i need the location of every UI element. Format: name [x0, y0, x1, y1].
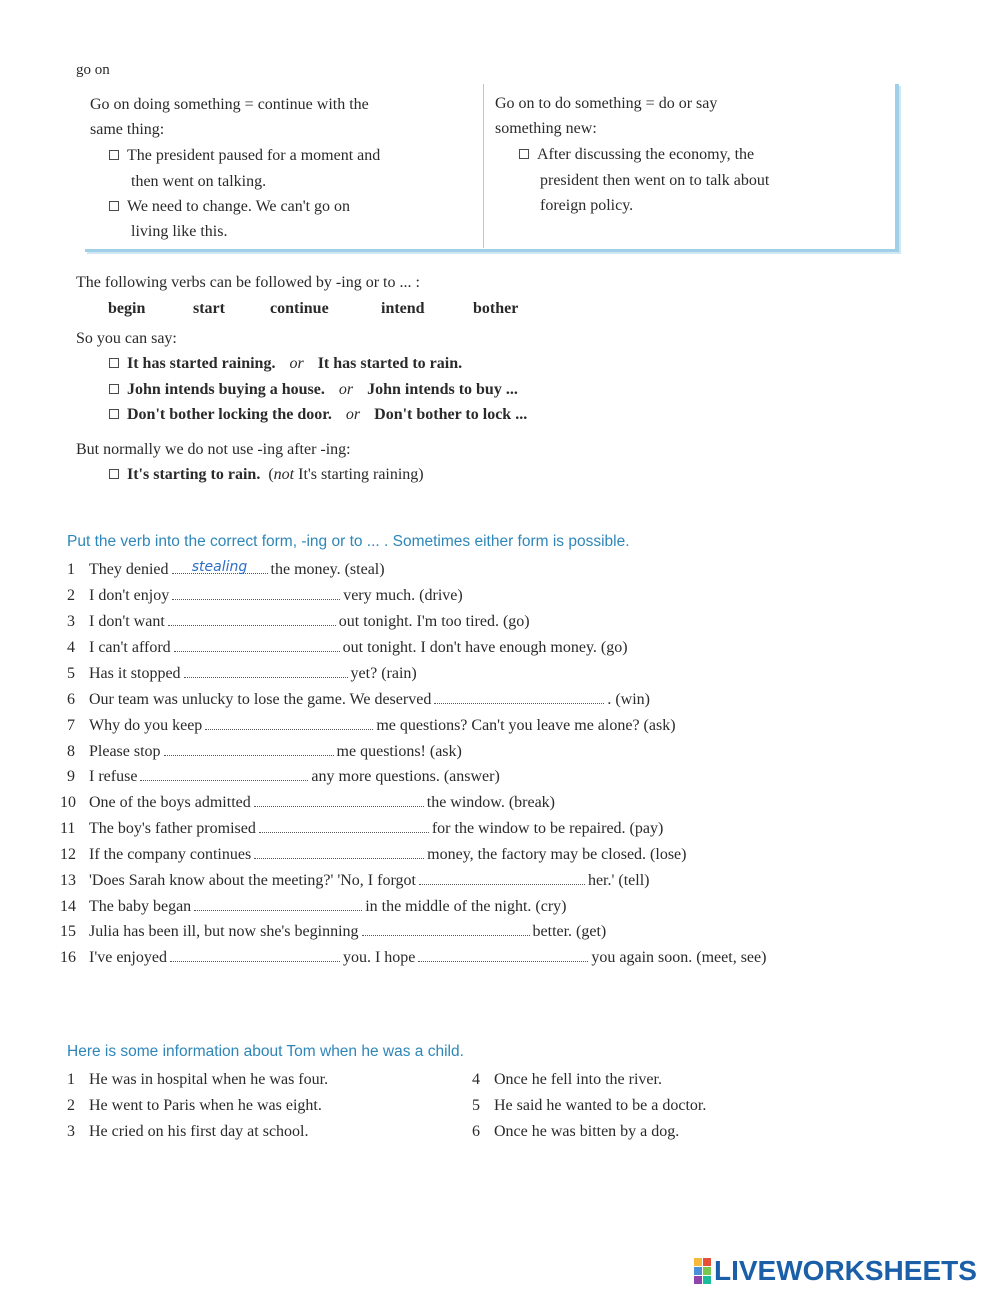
answer-input-10[interactable] [254, 794, 424, 807]
say-example-1: It has started raining. or It has started to rain. [109, 355, 462, 373]
exercise-item-2: 2 I don't enjoy very much. (drive) [67, 587, 463, 604]
checkbox-icon [109, 150, 119, 160]
box-right-intro-a: Go on to do something = do or say [495, 95, 718, 112]
checkbox-icon [109, 358, 119, 368]
answer-input-9[interactable] [140, 768, 308, 781]
exercise1-instruction: Put the verb into the correct form, -ing or to ... . Sometimes either form is possible. [67, 533, 630, 550]
verb-begin: begin [108, 300, 146, 317]
answer-input-8[interactable] [164, 743, 334, 756]
checkbox-icon [109, 201, 119, 211]
exercise-item-7: 7 Why do you keep me questions? Can't you leave me alone? (ask) [67, 717, 676, 734]
box-right-intro-b: something new: [495, 120, 597, 137]
exercise-item-13: 13 'Does Sarah know about the meeting?' 'No, I forgot her.' (tell) [60, 872, 650, 889]
answer-input-16b[interactable] [418, 949, 588, 962]
box-right-example-1: After discussing the economy, the [519, 146, 754, 164]
exercise-item-5: 5 Has it stopped yet? (rain) [67, 665, 417, 682]
box-right-example-1-cont: president then went on to talk about [540, 172, 770, 189]
exercise-item-11: 11 The boy's father promised for the window to be repaired. (pay) [60, 820, 664, 837]
checkbox-icon [109, 469, 119, 479]
checkbox-icon [109, 384, 119, 394]
exercise2-instruction: Here is some information about Tom when he was a child. [67, 1043, 464, 1060]
section-title: go on [76, 62, 110, 78]
answer-input-15[interactable] [362, 923, 530, 936]
answer-input-13[interactable] [419, 872, 585, 885]
tom-fact-4: 4 Once he fell into the river. [472, 1071, 662, 1088]
answer-input-12[interactable] [254, 846, 424, 859]
exercise-item-15: 15 Julia has been ill, but now she's beginning better. (get) [60, 923, 607, 940]
tom-fact-2: 2 He went to Paris when he was eight. [67, 1097, 322, 1114]
liveworksheets-logo [694, 1255, 977, 1287]
checkbox-icon [109, 409, 119, 419]
box-left-example-1: The president paused for a moment and [109, 147, 380, 165]
exercise-item-4: 4 I can't afford out tonight. I don't have enough money. (go) [67, 639, 628, 656]
exercise-item-14: 14 The baby began in the middle of the night. (cry) [60, 898, 567, 915]
verb-continue: continue [270, 300, 329, 317]
answer-input-14[interactable] [194, 898, 362, 911]
box-left-example-1-cont: then went on talking. [131, 173, 267, 190]
answer-input-7[interactable] [205, 717, 373, 730]
normally-example: It's starting to rain. (not It's starting raining) [109, 466, 424, 484]
tom-fact-6: 6 Once he was bitten by a dog. [472, 1123, 680, 1140]
box-divider [483, 84, 484, 248]
tom-fact-1: 1 He was in hospital when he was four. [67, 1071, 329, 1088]
so-you-can-say: So you can say: [76, 330, 177, 347]
verb-bother: bother [473, 300, 519, 317]
answer-input-3[interactable] [168, 613, 336, 626]
but-normally: But normally we do not use -ing after -ing: [76, 441, 351, 458]
answer-input-5[interactable] [184, 665, 348, 678]
verb-intend: intend [381, 300, 425, 317]
answer-input-1[interactable]: stealing [172, 561, 268, 574]
answer-input-2[interactable] [172, 587, 340, 600]
verb-start: start [193, 300, 225, 317]
box-left-intro-b: same thing: [90, 121, 165, 138]
tom-fact-5: 5 He said he wanted to be a doctor. [472, 1097, 707, 1114]
answer-input-6[interactable] [434, 691, 604, 704]
exercise-item-16: 16 I've enjoyed you. I hope you again soon. (meet, see) [60, 949, 767, 966]
box-left-intro-a: Go on doing something = continue with the [90, 96, 369, 113]
logo-text: LIVEWORKSHEETS [714, 1255, 977, 1286]
exercise-item-6: 6 Our team was unlucky to lose the game. We deserved . (win) [67, 691, 650, 708]
verbs-intro: The following verbs can be followed by -ing or to ... : [76, 274, 420, 291]
box-right-example-1-cont2: foreign policy. [540, 197, 634, 214]
answer-input-11[interactable] [259, 820, 429, 833]
box-left-example-2: We need to change. We can't go on [109, 198, 350, 216]
say-example-3: Don't bother locking the door. or Don't bother to lock ... [109, 406, 527, 424]
tom-fact-3: 3 He cried on his first day at school. [67, 1123, 309, 1140]
exercise-item-9: 9 I refuse any more questions. (answer) [67, 768, 500, 785]
logo-grid-icon [694, 1258, 711, 1284]
exercise-item-1: 1 They denied stealing the money. (steal) [67, 559, 385, 578]
exercise-item-10: 10 One of the boys admitted the window. (break) [60, 794, 555, 811]
answer-input-4[interactable] [174, 639, 340, 652]
exercise-item-8: 8 Please stop me questions! (ask) [67, 743, 462, 760]
exercise-item-12: 12 If the company continues money, the factory may be closed. (lose) [60, 846, 687, 863]
checkbox-icon [519, 149, 529, 159]
answer-input-16a[interactable] [170, 949, 340, 962]
box-left-example-2-cont: living like this. [131, 223, 228, 240]
exercise-item-3: 3 I don't want out tonight. I'm too tired. (go) [67, 613, 530, 630]
say-example-2: John intends buying a house. or John intends to buy ... [109, 381, 518, 399]
